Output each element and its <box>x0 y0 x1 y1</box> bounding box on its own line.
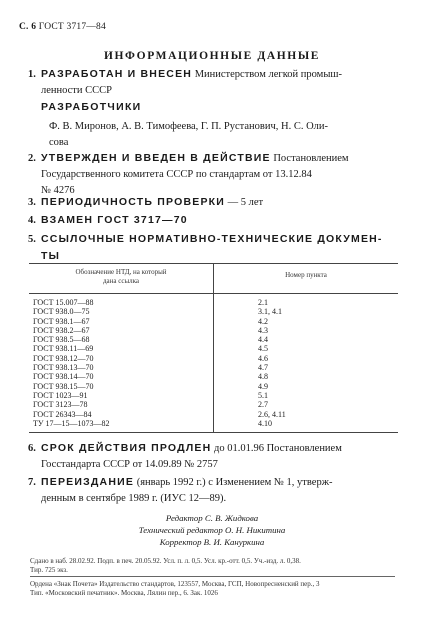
table-cell-clause: 4.6 <box>258 353 268 363</box>
imprint-line-1: Сдано в наб. 28.02.92. Подп. в печ. 20.05.92. Усл. п. л. 0,5. Усл. кр.-отт. 0,5. Уч.-изд. л. 0,38. <box>30 557 301 565</box>
table-cell-document: ГОСТ 938.2—67 <box>33 325 90 335</box>
section-text-cont: ленности СССР <box>41 85 112 96</box>
imprint-line-2: Тир. 725 экз. <box>30 566 68 574</box>
section-2 <box>28 150 408 199</box>
table-cell-document: ГОСТ 3123—78 <box>33 400 88 410</box>
section-text-cont: № 4276 <box>41 185 75 196</box>
developers-names <box>49 119 409 151</box>
developers-names-line1: Ф. В. Миронов, А. В. Тимофеева, Г. П. Рустанович, Н. С. Оли- <box>49 121 329 132</box>
table-header-document <box>29 268 213 286</box>
table-column-divider <box>213 263 214 432</box>
section-number: 7. <box>28 477 36 488</box>
section-number: 3. <box>28 197 36 208</box>
page-title: ИНФОРМАЦИОННЫЕ ДАННЫЕ <box>103 50 321 62</box>
table-header-clause: Номер пункта <box>285 271 327 279</box>
section-text-cont: Государственного комитета СССР по стандартам от 13.12.84 <box>41 169 312 180</box>
section-heading: УТВЕРЖДЕН И ВВЕДЕН В ДЕЙСТВИЕ <box>41 152 271 164</box>
table-cell-clause: 4.2 <box>258 316 268 326</box>
table-cell-clause: 4.5 <box>258 344 268 354</box>
section-text: Министерством легкой промыш- <box>192 69 342 80</box>
section-number: 5. <box>28 234 36 245</box>
section-number: 2. <box>28 153 36 164</box>
table-cell-document: ГОСТ 938.5—68 <box>33 335 90 345</box>
table-header-document-line1: Обозначение НТД, на который <box>75 268 167 276</box>
developers-heading: РАЗРАБОТЧИКИ <box>41 101 142 113</box>
table-cell-document: ГОСТ 15.007—88 <box>33 298 94 307</box>
section-4 <box>28 212 408 229</box>
header-standard: ГОСТ 3717—84 <box>38 22 106 32</box>
table-cell-document: ГОСТ 938.0—75 <box>33 307 90 317</box>
section-text: (январь 1992 г.) с Изменением № 1, утверж- <box>134 477 333 488</box>
section-5 <box>28 231 408 264</box>
page-number: С. 6 <box>19 22 37 32</box>
section-7 <box>28 474 408 507</box>
table-cell-clause: 2.7 <box>258 400 268 410</box>
section-text-cont: денным в сентябре 1989 г. (ИУС 12—89). <box>41 493 227 504</box>
section-heading: РАЗРАБОТАН И ВНЕСЕН <box>41 68 193 80</box>
table-cell-clause: 4.3 <box>258 325 268 335</box>
table-cell-document: ГОСТ 938.15—70 <box>33 381 94 391</box>
table-cell-document: ГОСТ 938.13—70 <box>33 363 94 373</box>
table-cell-document: ГОСТ 26343—84 <box>33 409 92 419</box>
imprint-line-3: Ордена «Знак Почета» Издательство стандартов, 123557, Москва, ГСП, Новопресненский пер., 3 <box>30 580 320 588</box>
section-text: до 01.01.96 Постановлением <box>211 443 342 454</box>
table-cell-document: ГОСТ 938.12—70 <box>33 353 94 363</box>
section-text-cont: Госстандарта СССР от 14.09.89 № 2757 <box>41 459 218 470</box>
section-text: Постановлением <box>270 153 349 164</box>
section-number: 1. <box>28 69 36 80</box>
table-column-clauses <box>258 298 286 428</box>
table-cell-clause: 4.8 <box>258 372 268 382</box>
table-cell-clause: 4.7 <box>258 363 268 373</box>
imprint-separator <box>30 576 395 577</box>
section-heading: ПЕРЕИЗДАНИЕ <box>41 476 135 488</box>
table-cell-document: ГОСТ 938.1—67 <box>33 316 90 326</box>
table-cell-clause: 2.6, 4.11 <box>258 409 286 419</box>
table-header-document-line2: дана ссылка <box>102 277 140 285</box>
table-column-documents <box>33 298 110 428</box>
section-1 <box>28 66 408 99</box>
section-heading-cont: ТЫ <box>41 250 61 262</box>
section-heading: ПЕРИОДИЧНОСТЬ ПРОВЕРКИ <box>41 196 226 208</box>
tech-editor-line: Технический редактор О. Н. Никитина <box>138 525 286 535</box>
section-heading: ВЗАМЕН ГОСТ 3717—70 <box>41 214 188 226</box>
table-cell-clause: 5.1 <box>258 390 268 400</box>
section-6 <box>28 440 408 473</box>
section-text: — 5 лет <box>225 197 264 208</box>
page-header <box>19 22 106 32</box>
section-number: 4. <box>28 215 36 226</box>
proofreader-line: Корректор В. И. Кануркина <box>159 537 265 547</box>
table-cell-document: ГОСТ 1023—91 <box>33 390 88 400</box>
table-cell-document: ГОСТ 938.14—70 <box>33 372 94 382</box>
section-heading: СРОК ДЕЙСТВИЯ ПРОДЛЕН <box>41 442 212 454</box>
section-number: 6. <box>28 443 36 454</box>
table-cell-clause: 4.4 <box>258 335 268 345</box>
imprint-line-4: Тип. «Московский печатник». Москва, Лялин пер., 6. Зак. 1026 <box>30 589 218 597</box>
editor-line: Редактор С. В. Жидкова <box>165 513 259 523</box>
table-cell-document: ТУ 17—15—1073—82 <box>33 418 110 428</box>
developers-names-line2: сова <box>49 137 69 148</box>
table-bottom-rule <box>29 432 398 433</box>
table-cell-clause: 4.10 <box>258 418 272 428</box>
section-3 <box>28 194 408 211</box>
table-cell-document: ГОСТ 938.11—69 <box>33 344 94 354</box>
section-heading: ССЫЛОЧНЫЕ НОРМАТИВНО-ТЕХНИЧЕСКИЕ ДОКУМЕН- <box>41 233 383 245</box>
table-cell-clause: 3.1, 4.1 <box>258 307 282 317</box>
table-cell-clause: 2.1 <box>258 298 268 307</box>
table-cell-clause: 4.9 <box>258 381 268 391</box>
